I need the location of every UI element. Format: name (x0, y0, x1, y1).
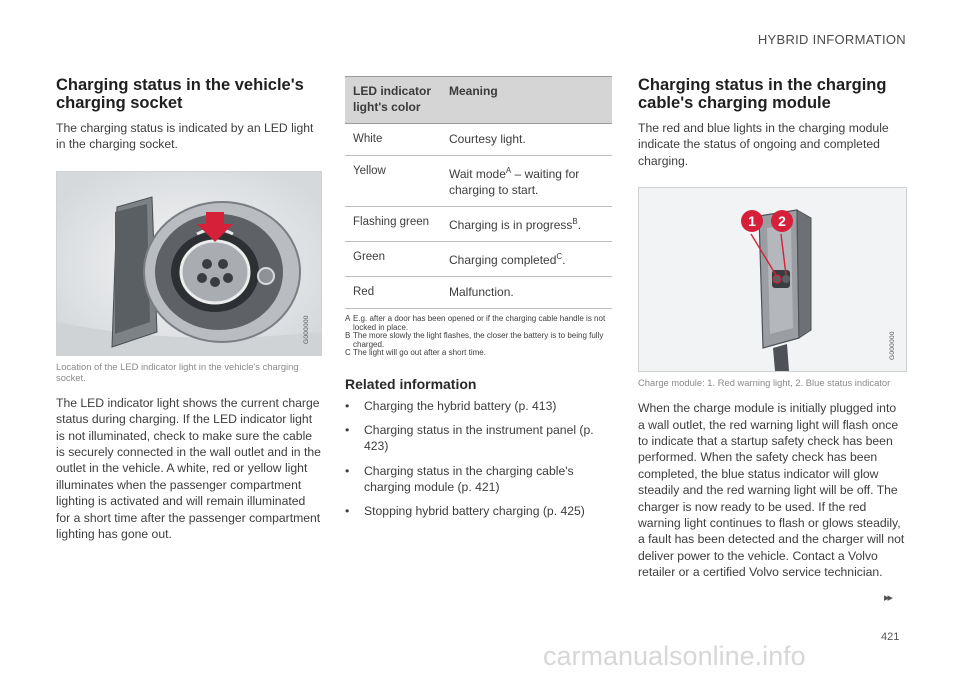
table-cell-meaning: Malfunction. (441, 277, 612, 309)
table-cell-meaning (441, 156, 612, 207)
table-row (345, 124, 612, 156)
table-cell-meaning: Courtesy light. (441, 124, 612, 156)
table-cell-color: Yellow (345, 156, 441, 207)
table-cell-color: White (345, 124, 441, 156)
callout-label: 1 (748, 213, 756, 230)
intro-socket-status: The charging status is indicated by an LED light in the charging socket. (56, 121, 314, 152)
figure-charging-socket (56, 171, 322, 356)
related-link[interactable]: • Charging status in the instrument panel (p. 423) (345, 422, 612, 454)
table-row (345, 277, 612, 309)
footnote (345, 332, 612, 349)
footnote (345, 315, 612, 332)
footnote-text: The more slowly the light flashes, the closer the battery is to being fully charged. (353, 331, 604, 349)
charging-socket-illustration (57, 172, 321, 355)
meaning-text-rest: . (562, 253, 566, 267)
related-link[interactable]: • Stopping hybrid battery charging (p. 425) (345, 503, 612, 519)
table-header-meaning: Meaning (441, 77, 612, 124)
table-row (345, 242, 612, 277)
column-socket-status (56, 76, 322, 542)
footnote-ref: A (505, 166, 512, 175)
footnote-text: E.g. after a door has been opened or if the charging cable handle is not locked in place. (353, 314, 606, 332)
footnote-mark: A (345, 314, 351, 323)
figure-code: G000000 (889, 331, 896, 361)
body-socket-status: The LED indicator light shows the current charge status during charging. If the LED indicator light is not illuminated, check to make sure the cable is securely connected in the wall outlet and in the outlet in the vehicle. A white, red or yellow light illuminates when the passenger compartment lighting is activated and will remain illuminated for a short time after the passenger compartment lighting has gone out. (56, 395, 321, 542)
column-module-status (638, 76, 906, 581)
caption-socket: Location of the LED indicator light in the vehicle's charging socket. (56, 360, 299, 383)
intro-module-status: The red and blue lights in the charging module indicate the status of ongoing and completed charging. (638, 121, 889, 168)
meaning-text-rest: – waiting for charging to start. (449, 167, 580, 197)
table-row (345, 156, 612, 207)
section-header: HYBRID INFORMATION (757, 32, 906, 47)
table-header-color: LED indicator light's color (345, 77, 441, 124)
led-indicator-table (345, 76, 612, 309)
table-cell-color: Green (345, 242, 441, 277)
footnote (345, 349, 612, 358)
heading-socket-status: Charging status in the vehicle's charging socket (56, 76, 304, 112)
next-page-arrow-icon[interactable]: ▸▸ (884, 592, 892, 604)
footnote-ref: B (572, 217, 578, 226)
footnote-ref: C (556, 252, 563, 261)
table-row (345, 207, 612, 242)
heading-module-status: Charging status in the charging cable's charging module (638, 76, 887, 112)
meaning-text-rest: . (577, 218, 582, 232)
table-footnotes (345, 315, 612, 358)
table-cell-meaning (441, 242, 612, 277)
figure-charge-module (638, 187, 907, 372)
meaning-text: Charging is in progress (449, 218, 573, 232)
footnote-mark: C (345, 348, 351, 358)
footnote-text: The light will go out after a short time. (353, 348, 486, 358)
callout-label: 2 (778, 213, 786, 230)
table-header-row (345, 77, 612, 124)
table-cell-color: Flashing green (345, 207, 441, 242)
table-cell-meaning (441, 207, 612, 242)
table-cell-color: Red (345, 277, 441, 309)
related-heading: Related information (345, 375, 477, 392)
related-list (345, 398, 612, 519)
down-arrow-icon (197, 212, 233, 242)
caption-module: Charge module: 1. Red warning light, 2. Blue status indicator (638, 377, 891, 389)
meaning-text: Charging completed (449, 253, 557, 267)
related-link[interactable]: • Charging the hybrid battery (p. 413) (345, 398, 612, 414)
related-link[interactable]: • Charging status in the charging cable's charging module (p. 421) (345, 463, 612, 495)
column-led-table (345, 76, 612, 527)
body-module-status: When the charge module is initially plugged into a wall outlet, the red warning light will flash once to indicate that a startup safety check has been performed. When the safety check has been completed, the blue status indicator will glow steadily and the red warning light will be off. The charger is now ready to be used. If the red warning light continues to flash or glows steadily, a fault has been detected and the charger will not deliver power to the vehicle. Contact a Volvo retailer or a certified Volvo service technician. (638, 401, 905, 580)
footnote-mark: B (345, 331, 351, 341)
figure-code: G000000 (303, 314, 310, 344)
meaning-text: Wait mode (449, 167, 506, 181)
page-number: 421 (881, 631, 900, 643)
watermark: carmanualsonline.info (543, 641, 806, 671)
